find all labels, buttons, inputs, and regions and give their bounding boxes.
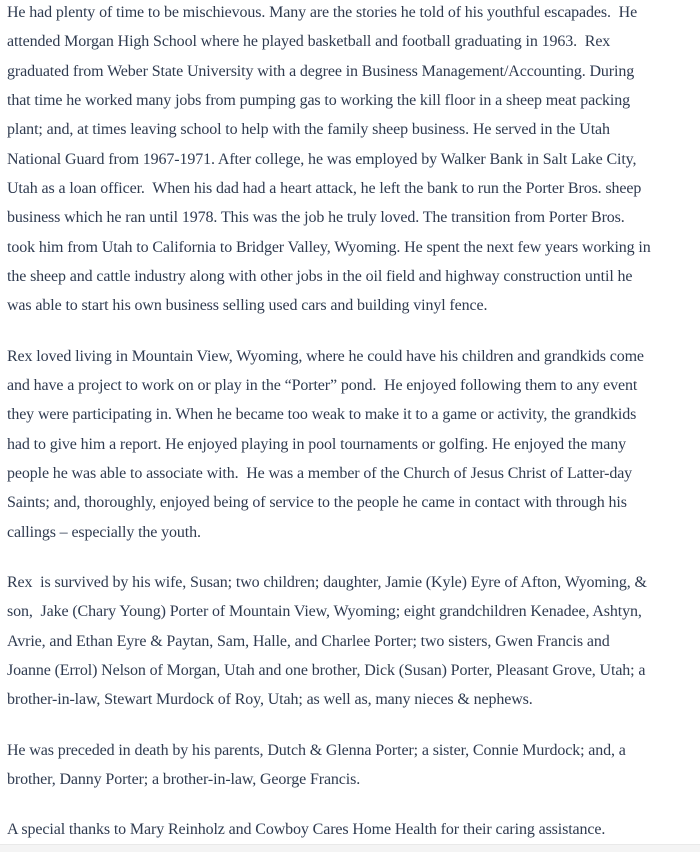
- text-line: was able to start his own business selling used cars and building vinyl fence.: [7, 291, 694, 320]
- text-line: Rex loved living in Mountain View, Wyoming, where he could have his children and grandkids come: [7, 342, 694, 371]
- text-line: He had plenty of time to be mischievous. Many are the stories he told of his youthful escapades. He: [7, 0, 694, 27]
- text-line: son, Jake (Chary Young) Porter of Mountain View, Wyoming; eight grandchildren Kenadee, Ashtyn,: [7, 597, 694, 626]
- paragraph: [7, 342, 694, 547]
- text-line: people he was able to associate with. He was a member of the Church of Jesus Christ of Latter-day: [7, 459, 694, 488]
- text-line: brother, Danny Porter; a brother-in-law, George Francis.: [7, 765, 694, 794]
- text-line: Rex is survived by his wife, Susan; two children; daughter, Jamie (Kyle) Eyre of Afton, Wyoming, &: [7, 568, 694, 597]
- text-line: National Guard from 1967-1971. After college, he was employed by Walker Bank in Salt Lake City,: [7, 145, 694, 174]
- text-line: and have a project to work on or play in the “Porter” pond. He enjoyed following them to any event: [7, 371, 694, 400]
- page-bottom-strip: [0, 844, 700, 852]
- paragraph: [7, 815, 694, 844]
- text-line: brother-in-law, Stewart Murdock of Roy, Utah; as well as, many nieces & nephews.: [7, 685, 694, 714]
- text-line: attended Morgan High School where he played basketball and football graduating in 1963. Rex: [7, 27, 694, 56]
- text-line: A special thanks to Mary Reinholz and Cowboy Cares Home Health for their caring assistance.: [7, 815, 694, 844]
- paragraph: [7, 0, 694, 321]
- text-line: Saints; and, thoroughly, enjoyed being of service to the people he came in contact with through his: [7, 488, 694, 517]
- text-line: Avrie, and Ethan Eyre & Paytan, Sam, Halle, and Charlee Porter; two sisters, Gwen Francis and: [7, 627, 694, 656]
- text-line: took him from Utah to California to Bridger Valley, Wyoming. He spent the next few years working in: [7, 233, 694, 262]
- text-line: Utah as a loan officer. When his dad had a heart attack, he left the bank to run the Porter Bros. sheep: [7, 174, 694, 203]
- text-line: callings – especially the youth.: [7, 518, 694, 547]
- text-line: the sheep and cattle industry along with other jobs in the oil field and highway construction until he: [7, 262, 694, 291]
- text-line: they were participating in. When he became too weak to make it to a game or activity, the grandkids: [7, 400, 694, 429]
- text-line: that time he worked many jobs from pumping gas to working the kill floor in a sheep meat packing: [7, 86, 694, 115]
- text-line: had to give him a report. He enjoyed playing in pool tournaments or golfing. He enjoyed the many: [7, 430, 694, 459]
- paragraph: [7, 568, 694, 715]
- text-line: He was preceded in death by his parents, Dutch & Glenna Porter; a sister, Connie Murdock; and, a: [7, 736, 694, 765]
- paragraph: [7, 736, 694, 795]
- text-line: Joanne (Errol) Nelson of Morgan, Utah and one brother, Dick (Susan) Porter, Pleasant Grove, Utah; a: [7, 656, 694, 685]
- text-line: plant; and, at times leaving school to help with the family sheep business. He served in the Utah: [7, 115, 694, 144]
- obituary-document: [7, 0, 694, 866]
- text-line: graduated from Weber State University with a degree in Business Management/Accounting. During: [7, 57, 694, 86]
- text-line: business which he ran until 1978. This was the job he truly loved. The transition from Porter Bros.: [7, 203, 694, 232]
